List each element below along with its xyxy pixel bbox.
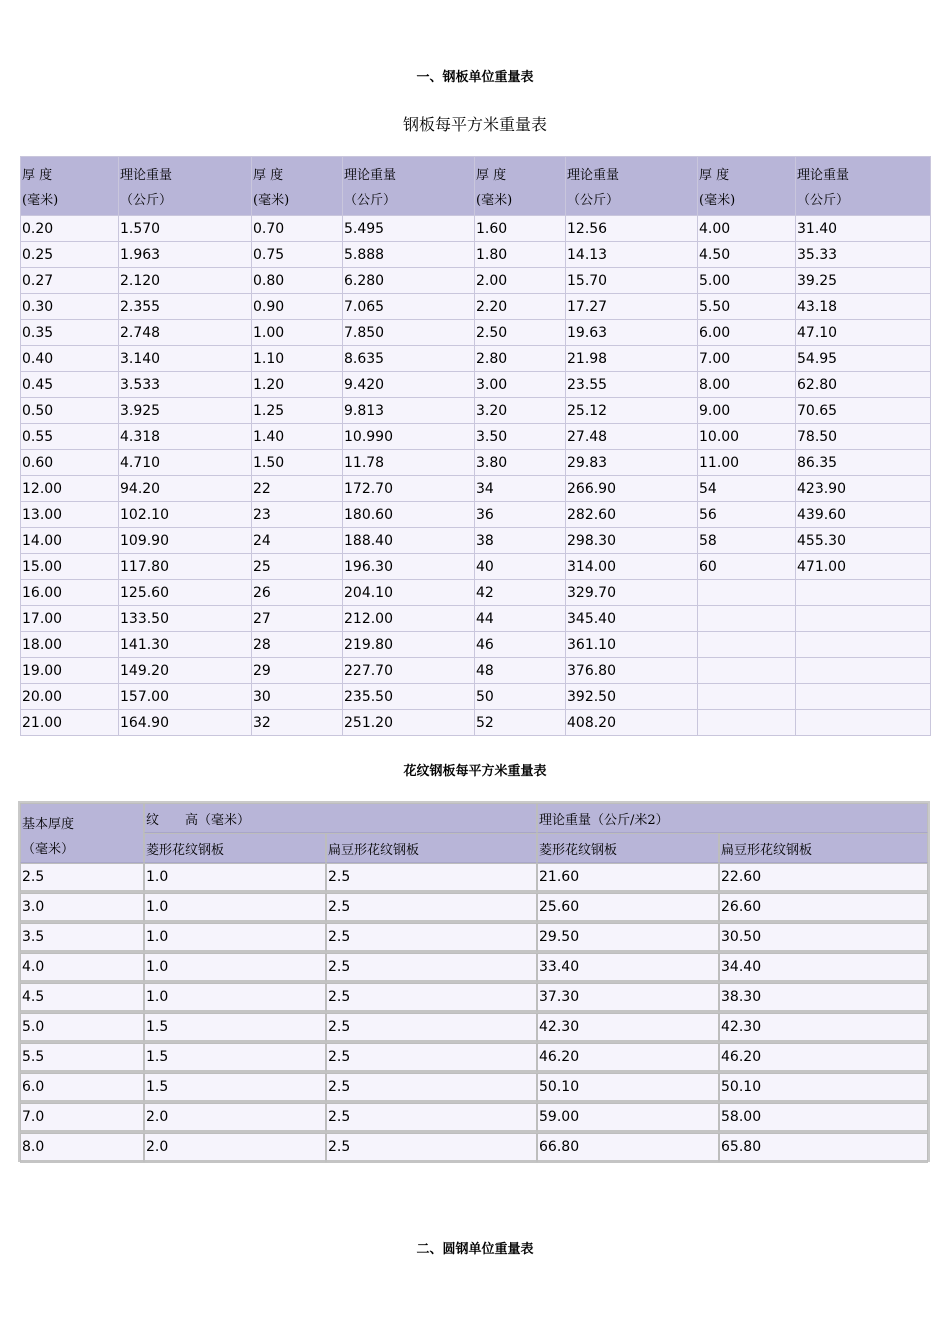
table-cell: 0.55 [21, 424, 119, 450]
table-cell: 30.50 [719, 923, 928, 953]
table-cell: 2.748 [119, 320, 252, 346]
table1-title: 钢板每平方米重量表 [402, 115, 547, 134]
table-cell: 54 [698, 476, 796, 502]
table-row [20, 953, 928, 983]
table-cell: 6.280 [343, 268, 475, 294]
table-cell: 2.80 [475, 346, 566, 372]
table-cell: 23 [252, 502, 343, 528]
table-cell: 14.00 [21, 528, 119, 554]
table-cell: 471.00 [796, 554, 931, 580]
table-cell: 1.80 [475, 242, 566, 268]
table-cell: 4.710 [119, 450, 252, 476]
table-cell: 439.60 [796, 502, 931, 528]
table-cell: 2.00 [475, 268, 566, 294]
table-cell: 219.80 [343, 632, 475, 658]
table-cell: 423.90 [796, 476, 931, 502]
table-cell: 42.30 [537, 1013, 719, 1043]
table-cell: 86.35 [796, 450, 931, 476]
table-row [21, 502, 931, 528]
table-cell: 65.80 [719, 1133, 928, 1163]
table-cell: 28 [252, 632, 343, 658]
table-cell [698, 580, 796, 606]
table-row [21, 320, 931, 346]
table-cell: 3.00 [475, 372, 566, 398]
table-row [21, 580, 931, 606]
table-cell: 50 [475, 684, 566, 710]
table-cell: 3.5 [20, 923, 144, 953]
table-cell: 0.50 [21, 398, 119, 424]
table-cell: 188.40 [343, 528, 475, 554]
table-cell: 0.70 [252, 216, 343, 242]
table-cell: 46.20 [537, 1043, 719, 1073]
table-cell: 7.00 [698, 346, 796, 372]
table2-subheader-row [20, 833, 928, 863]
subheader-lentil: 扁豆形花纹钢板 [326, 833, 537, 863]
table-cell: 12.56 [566, 216, 698, 242]
table-cell: 66.80 [537, 1133, 719, 1163]
table-cell: 266.90 [566, 476, 698, 502]
table-cell: 0.45 [21, 372, 119, 398]
table-cell: 25.60 [537, 893, 719, 923]
table-row [20, 923, 928, 953]
table-cell [796, 580, 931, 606]
table-cell [796, 658, 931, 684]
table-cell: 38 [475, 528, 566, 554]
table-cell: 58.00 [719, 1103, 928, 1133]
table-cell: 102.10 [119, 502, 252, 528]
table-cell: 235.50 [343, 684, 475, 710]
subheader-lentil: 扁豆形花纹钢板 [719, 833, 928, 863]
table-cell [698, 710, 796, 736]
table-row [21, 710, 931, 736]
table-cell: 29 [252, 658, 343, 684]
table-cell: 12.00 [21, 476, 119, 502]
table-cell: 35.33 [796, 242, 931, 268]
table-cell: 29.50 [537, 923, 719, 953]
table-row [20, 1133, 928, 1163]
table-cell: 18.00 [21, 632, 119, 658]
table-cell: 1.0 [144, 983, 326, 1013]
checker-plate-table-frame [18, 801, 930, 1162]
table-cell: 2.0 [144, 1133, 326, 1163]
table-cell: 3.20 [475, 398, 566, 424]
table-row [21, 632, 931, 658]
table-cell: 1.50 [252, 450, 343, 476]
table-cell: 8.00 [698, 372, 796, 398]
table-cell: 1.20 [252, 372, 343, 398]
table-cell: 58 [698, 528, 796, 554]
table-cell: 251.20 [343, 710, 475, 736]
table-cell: 52 [475, 710, 566, 736]
table-cell: 6.00 [698, 320, 796, 346]
table-cell: 62.80 [796, 372, 931, 398]
table-cell: 149.20 [119, 658, 252, 684]
table-row [21, 294, 931, 320]
table-row [21, 372, 931, 398]
table-cell: 3.80 [475, 450, 566, 476]
table-cell: 32 [252, 710, 343, 736]
table-cell: 1.0 [144, 893, 326, 923]
table-cell: 282.60 [566, 502, 698, 528]
header-weight: 理论重量 （公斤） [566, 157, 698, 216]
table-cell: 26.60 [719, 893, 928, 923]
checker-plate-weight-table [20, 803, 928, 1163]
table-cell: 2.5 [326, 953, 537, 983]
table-row [21, 268, 931, 294]
table-cell: 5.495 [343, 216, 475, 242]
table-cell: 11.00 [698, 450, 796, 476]
table2-title: 花纹钢板每平方米重量表 [403, 764, 547, 779]
table-cell [796, 710, 931, 736]
table-cell: 157.00 [119, 684, 252, 710]
table-cell: 59.00 [537, 1103, 719, 1133]
table-cell: 15.00 [21, 554, 119, 580]
table-cell: 16.00 [21, 580, 119, 606]
table-cell: 180.60 [343, 502, 475, 528]
table-cell: 5.5 [20, 1043, 144, 1073]
table-cell: 44 [475, 606, 566, 632]
table-row [21, 450, 931, 476]
table2-header-row [20, 803, 928, 833]
table-cell: 42.30 [719, 1013, 928, 1043]
header-pattern-height: 纹 高（毫米） [144, 803, 537, 833]
table-cell: 0.20 [21, 216, 119, 242]
table-cell: 2.5 [326, 893, 537, 923]
table-cell: 27 [252, 606, 343, 632]
table-cell: 361.10 [566, 632, 698, 658]
table-cell: 31.40 [796, 216, 931, 242]
table-cell: 34 [475, 476, 566, 502]
table-cell: 22.60 [719, 863, 928, 893]
table-cell: 172.70 [343, 476, 475, 502]
table-cell: 0.40 [21, 346, 119, 372]
table-cell: 0.25 [21, 242, 119, 268]
header-thickness: 厚 度 (毫米) [475, 157, 566, 216]
table-cell: 164.90 [119, 710, 252, 736]
table-cell: 5.0 [20, 1013, 144, 1043]
table-cell: 8.0 [20, 1133, 144, 1163]
table-cell: 1.570 [119, 216, 252, 242]
table-cell: 1.10 [252, 346, 343, 372]
table-cell: 9.00 [698, 398, 796, 424]
table-cell: 7.850 [343, 320, 475, 346]
table-row [21, 398, 931, 424]
table-cell: 42 [475, 580, 566, 606]
table-cell: 50.10 [537, 1073, 719, 1103]
table-cell: 78.50 [796, 424, 931, 450]
table-cell: 33.40 [537, 953, 719, 983]
table-cell: 56 [698, 502, 796, 528]
table-cell: 17.27 [566, 294, 698, 320]
table-cell [698, 606, 796, 632]
table-cell: 17.00 [21, 606, 119, 632]
table-cell: 196.30 [343, 554, 475, 580]
table-cell: 329.70 [566, 580, 698, 606]
header-weight: 理论重量 （公斤） [796, 157, 931, 216]
table-cell: 314.00 [566, 554, 698, 580]
table-row [21, 216, 931, 242]
table-cell: 1.00 [252, 320, 343, 346]
table-cell: 0.60 [21, 450, 119, 476]
table-cell: 2.20 [475, 294, 566, 320]
table-cell: 1.25 [252, 398, 343, 424]
table-cell: 13.00 [21, 502, 119, 528]
table-cell: 0.80 [252, 268, 343, 294]
table-row [21, 554, 931, 580]
table-row [20, 1013, 928, 1043]
table-cell [698, 684, 796, 710]
table-cell: 1.40 [252, 424, 343, 450]
table-cell: 26 [252, 580, 343, 606]
table-row [20, 863, 928, 893]
table-row [21, 606, 931, 632]
section-heading-steel-plate: 一、钢板单位重量表 [416, 70, 534, 85]
header-weight: 理论重量 （公斤） [119, 157, 252, 216]
table-row [20, 983, 928, 1013]
table-cell: 8.635 [343, 346, 475, 372]
table-cell: 21.60 [537, 863, 719, 893]
table-cell: 19.00 [21, 658, 119, 684]
table-cell: 5.888 [343, 242, 475, 268]
table-cell: 19.63 [566, 320, 698, 346]
table-row [20, 1043, 928, 1073]
table-cell: 39.25 [796, 268, 931, 294]
table-cell: 43.18 [796, 294, 931, 320]
table-cell: 11.78 [343, 450, 475, 476]
header-base-thickness: 基本厚度 （毫米） [20, 803, 144, 863]
table-row [21, 476, 931, 502]
table-cell: 3.140 [119, 346, 252, 372]
header-theoretical-weight: 理论重量（公斤/米2） [537, 803, 928, 833]
header-thickness: 厚 度 (毫米) [698, 157, 796, 216]
table-cell: 0.35 [21, 320, 119, 346]
table-cell: 38.30 [719, 983, 928, 1013]
table-cell [698, 658, 796, 684]
table-cell: 2.50 [475, 320, 566, 346]
subheader-diamond: 菱形花纹钢板 [537, 833, 719, 863]
table-cell: 4.5 [20, 983, 144, 1013]
table-cell: 3.0 [20, 893, 144, 923]
table-cell: 117.80 [119, 554, 252, 580]
table-cell: 1.5 [144, 1043, 326, 1073]
table-cell: 0.90 [252, 294, 343, 320]
table-cell: 4.0 [20, 953, 144, 983]
table-cell: 9.420 [343, 372, 475, 398]
table-cell: 408.20 [566, 710, 698, 736]
table-cell: 2.5 [326, 1103, 537, 1133]
table-cell [796, 632, 931, 658]
table-cell: 0.30 [21, 294, 119, 320]
table-cell: 3.925 [119, 398, 252, 424]
table-cell: 6.0 [20, 1073, 144, 1103]
table-cell: 10.990 [343, 424, 475, 450]
table-cell: 21.00 [21, 710, 119, 736]
table-cell: 392.50 [566, 684, 698, 710]
table-cell: 4.50 [698, 242, 796, 268]
table-cell: 54.95 [796, 346, 931, 372]
table-cell: 212.00 [343, 606, 475, 632]
table-cell: 25 [252, 554, 343, 580]
table-row [20, 893, 928, 923]
table-cell: 48 [475, 658, 566, 684]
header-thickness: 厚 度 (毫米) [252, 157, 343, 216]
table-cell: 5.00 [698, 268, 796, 294]
table-cell: 2.355 [119, 294, 252, 320]
table-cell: 20.00 [21, 684, 119, 710]
table-row [21, 684, 931, 710]
table-cell: 2.5 [326, 1133, 537, 1163]
table-cell: 2.5 [326, 983, 537, 1013]
table-cell: 125.60 [119, 580, 252, 606]
table-cell: 70.65 [796, 398, 931, 424]
table-cell: 2.5 [326, 863, 537, 893]
table-cell: 141.30 [119, 632, 252, 658]
table-cell: 46.20 [719, 1043, 928, 1073]
table-cell: 227.70 [343, 658, 475, 684]
table-cell: 29.83 [566, 450, 698, 476]
table-cell: 1.0 [144, 953, 326, 983]
table-cell: 3.533 [119, 372, 252, 398]
table-cell: 4.318 [119, 424, 252, 450]
table-row [20, 1073, 928, 1103]
table-cell: 2.5 [20, 863, 144, 893]
table-cell: 2.5 [326, 923, 537, 953]
table-cell: 10.00 [698, 424, 796, 450]
table-cell: 21.98 [566, 346, 698, 372]
table-cell: 2.0 [144, 1103, 326, 1133]
table-row [20, 1103, 928, 1133]
table-cell: 1.5 [144, 1073, 326, 1103]
table-cell: 34.40 [719, 953, 928, 983]
table-cell: 376.80 [566, 658, 698, 684]
table-cell: 1.5 [144, 1013, 326, 1043]
table-cell: 50.10 [719, 1073, 928, 1103]
table-row [21, 424, 931, 450]
table-cell: 2.5 [326, 1043, 537, 1073]
table-cell: 4.00 [698, 216, 796, 242]
subheader-diamond: 菱形花纹钢板 [144, 833, 326, 863]
table-cell: 0.75 [252, 242, 343, 268]
header-thickness: 厚 度 (毫米) [21, 157, 119, 216]
table-cell: 7.065 [343, 294, 475, 320]
table-cell: 1.60 [475, 216, 566, 242]
table-cell [796, 606, 931, 632]
table-row [21, 346, 931, 372]
table-cell: 204.10 [343, 580, 475, 606]
table-cell: 2.5 [326, 1013, 537, 1043]
table-cell: 2.120 [119, 268, 252, 294]
table-cell: 24 [252, 528, 343, 554]
table-cell: 7.0 [20, 1103, 144, 1133]
table-cell: 94.20 [119, 476, 252, 502]
table-cell: 37.30 [537, 983, 719, 1013]
table-row [21, 528, 931, 554]
table-cell: 1.963 [119, 242, 252, 268]
table-cell: 30 [252, 684, 343, 710]
table-cell: 60 [698, 554, 796, 580]
table-cell: 36 [475, 502, 566, 528]
table-cell: 3.50 [475, 424, 566, 450]
table-cell: 5.50 [698, 294, 796, 320]
table-cell: 0.27 [21, 268, 119, 294]
table-cell: 455.30 [796, 528, 931, 554]
table-row [21, 242, 931, 268]
table-cell: 22 [252, 476, 343, 502]
table-row [21, 658, 931, 684]
section-heading-round-steel: 二、圆钢单位重量表 [416, 1242, 534, 1257]
table-cell: 1.0 [144, 923, 326, 953]
table-cell: 298.30 [566, 528, 698, 554]
table-cell: 345.40 [566, 606, 698, 632]
table1-header-row [21, 157, 931, 216]
table-cell: 46 [475, 632, 566, 658]
table-cell: 133.50 [119, 606, 252, 632]
steel-plate-weight-table [20, 156, 931, 736]
table-cell: 1.0 [144, 863, 326, 893]
table-cell: 9.813 [343, 398, 475, 424]
table-cell [796, 684, 931, 710]
table-cell: 25.12 [566, 398, 698, 424]
table-cell: 23.55 [566, 372, 698, 398]
table-cell: 2.5 [326, 1073, 537, 1103]
header-weight: 理论重量 （公斤） [343, 157, 475, 216]
table-cell: 40 [475, 554, 566, 580]
table-cell: 14.13 [566, 242, 698, 268]
table-cell: 47.10 [796, 320, 931, 346]
table-cell: 27.48 [566, 424, 698, 450]
table-cell [698, 632, 796, 658]
table-cell: 15.70 [566, 268, 698, 294]
table-cell: 109.90 [119, 528, 252, 554]
